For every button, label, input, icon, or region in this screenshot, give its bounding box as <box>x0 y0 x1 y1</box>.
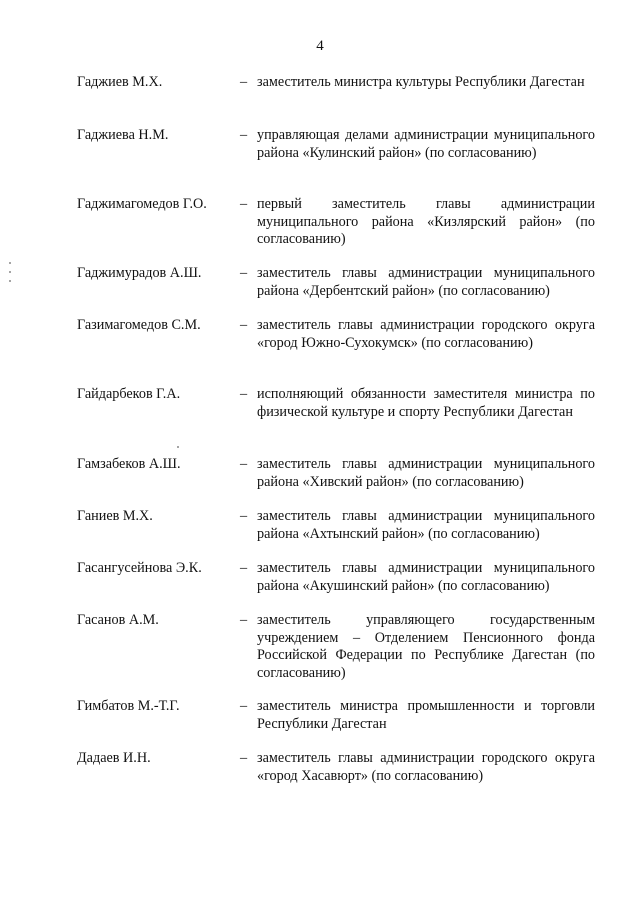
dash: – <box>240 74 248 90</box>
person-name: Гаджимурадов А.Ш. <box>77 265 202 281</box>
dash: – <box>240 560 248 576</box>
dash: – <box>240 196 248 212</box>
page-number: 4 <box>316 38 324 54</box>
person-position: заместитель министра культуры Республики Дагестан <box>257 74 585 90</box>
dash: – <box>240 317 248 333</box>
person-position: первый заместитель главы администрации муниципального района «Кизлярский район» (по согласованию) <box>257 196 595 247</box>
person-name: Ганиев М.Х. <box>77 508 153 524</box>
dash: – <box>240 386 248 402</box>
person-position: заместитель управляющего государственным учреждением – Отделением Пенсионного фонда Российской Федерации по Республике Дагестан (по согласованию) <box>257 612 595 681</box>
person-name: Гаджиев М.Х. <box>77 74 163 90</box>
person-name: Гаджимагомедов Г.О. <box>77 196 207 212</box>
person-position: заместитель главы администрации городского округа «город Хасавюрт» (по согласованию) <box>257 750 595 784</box>
dash: – <box>240 456 248 472</box>
person-name: Гайдарбеков Г.А. <box>77 386 181 402</box>
scan-speck <box>9 280 11 282</box>
scan-speck <box>177 446 179 448</box>
dash: – <box>240 508 248 524</box>
dash: – <box>240 265 248 281</box>
person-position: заместитель главы администрации городского округа «город Южно-Сухокумск» (по согласованию) <box>257 317 595 351</box>
dash: – <box>240 698 248 714</box>
person-name: Гасанов А.М. <box>77 612 159 628</box>
scan-speck <box>9 262 11 264</box>
dash: – <box>240 127 248 143</box>
person-position: заместитель главы администрации муниципального района «Дербентский район» (по согласованию) <box>257 265 595 299</box>
person-name: Гимбатов М.-Т.Г. <box>77 698 180 714</box>
person-position: заместитель главы администрации муниципального района «Акушинский район» (по согласованию) <box>257 560 595 594</box>
person-name: Гасангусейнова Э.К. <box>77 560 202 576</box>
person-position: заместитель министра промышленности и торговли Республики Дагестан <box>257 698 595 732</box>
person-position: заместитель главы администрации муниципального района «Ахтынский район» (по согласованию) <box>257 508 595 542</box>
scan-speck <box>9 271 11 273</box>
dash: – <box>240 750 248 766</box>
person-name: Гаджиева Н.М. <box>77 127 169 143</box>
person-position: заместитель главы администрации муниципального района «Хивский район» (по согласованию) <box>257 456 595 490</box>
person-name: Газимагомедов С.М. <box>77 317 201 333</box>
person-name: Гамзабеков А.Ш. <box>77 456 181 472</box>
person-position: управляющая делами администрации муниципального района «Кулинский район» (по согласованию) <box>257 127 595 161</box>
dash: – <box>240 612 248 628</box>
person-position: исполняющий обязанности заместителя министра по физической культуре и спорту Республики Дагестан <box>257 386 595 420</box>
person-name: Дадаев И.Н. <box>77 750 151 766</box>
